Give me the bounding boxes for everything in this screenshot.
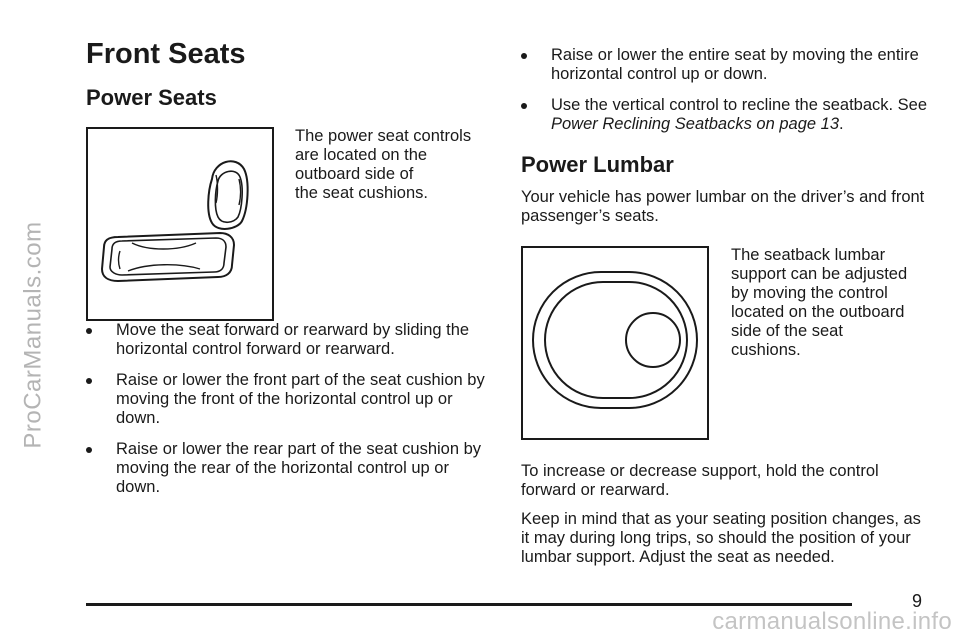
lumbar-adjust-note: Keep in mind that as your seating position changes, as it may during long trips, so should the position of your lumbar support. Adjust the seat as needed. [521,510,921,566]
bullet-dot [86,447,92,453]
bullet-dot [521,103,527,109]
caption-line: cushions. [731,341,801,359]
watermark [14,40,54,630]
caption-line: The power seat controls [295,127,472,145]
lumbar-figure-row [521,246,931,440]
bullet-dot [86,328,92,334]
lumbar-control-icon [523,248,707,438]
left-column [86,38,496,509]
section-heading-power-seats: Power Seats [86,85,217,110]
power-lumbar-intro: Your vehicle has power lumbar on the driver’s and front passenger’s seats. [521,188,925,225]
bullet-text: Raise or lower the front part of the seat cushion by moving the front of the horizontal control up or down. [116,371,485,427]
bullet-text: Raise or lower the entire seat by moving the entire horizontal control up or down. [551,46,919,83]
section-heading-power-lumbar: Power Lumbar [521,152,674,177]
caption-line: side of the seat [731,322,843,340]
bullet-dot [521,53,527,59]
bullet-text: Move the seat forward or rearward by sliding the horizontal control forward or rearward. [116,321,470,358]
power-seat-figure-caption [295,127,471,321]
cross-reference: Power Reclining Seatbacks on page 13 [551,115,840,133]
power-seat-bullet-list [86,321,496,497]
list-item [521,46,931,84]
power-seat-controls-illustration [86,127,274,321]
caption-line: outboard side of [295,165,414,183]
lumbar-control-illustration [521,246,709,440]
caption-line: The seatback lumbar [731,246,886,264]
list-item [86,440,496,497]
list-item [521,96,931,134]
caption-line: located on the outboard [731,303,905,321]
footer-rule [86,603,852,606]
power-seat-bullet-list-continued [521,46,931,134]
list-item [86,321,496,359]
caption-line: support can be adjusted [731,265,908,283]
lumbar-support-instructions: To increase or decrease support, hold the control forward or rearward. [521,462,879,499]
bullet-text: Use the vertical control to recline the seatback. See [551,96,928,114]
caption-line: by moving the control [731,284,888,302]
bullet-dot [86,378,92,384]
caption-line: are located on the [295,146,428,164]
power-seat-figure-row [86,127,496,321]
lumbar-figure-caption [731,246,907,440]
bullet-text-end: . [839,115,844,133]
caption-line: the seat cushions. [295,184,428,202]
seat-controls-icon [88,129,272,319]
page-title: Front Seats [86,38,246,70]
watermark-text: ProCarManuals.com [20,221,47,449]
right-column [521,46,931,567]
page-number: 9 [912,591,923,611]
bullet-text: Raise or lower the rear part of the seat cushion by moving the rear of the horizontal control up or down. [116,440,482,496]
footer-url: carmanualsonline.info [712,608,952,635]
list-item [86,371,496,428]
